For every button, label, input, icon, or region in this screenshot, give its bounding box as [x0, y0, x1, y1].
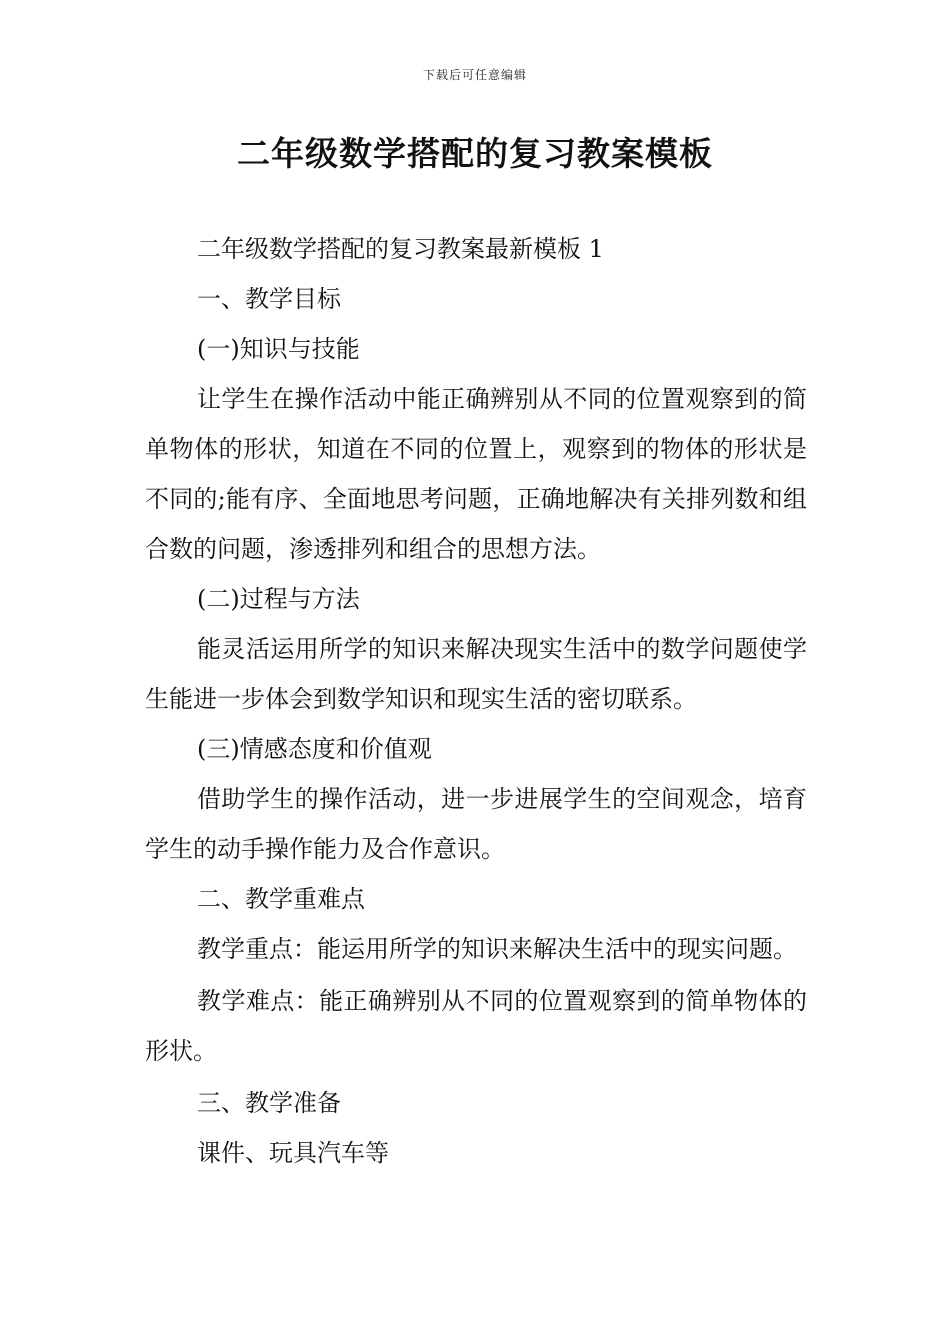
heading-teaching-goals: 一、教学目标: [197, 285, 341, 313]
heading-key-difficult-points: 二、教学重难点: [197, 885, 365, 913]
paragraph-subtitle: 二年级数学搭配的复习教案最新模板 1: [197, 235, 604, 263]
paragraph-teaching-preparation: 课件、玩具汽车等: [197, 1139, 389, 1167]
paragraph-knowledge-skills: 让学生在操作活动中能正确辨别从不同的位置观察到的简单物体的形状，知道在不同的位置上，观察到的物体的形状是不同的;能有序、全面地思考问题，正确地解决有关排列数和组合数的问题，渗透排列和组合的思想方法。: [145, 385, 807, 563]
document-body: [145, 224, 807, 1178]
paragraph-difficult-point: 教学难点：能正确辨别从不同的位置观察到的简单物体的形状。: [145, 987, 807, 1065]
paragraph-process-method: 能灵活运用所学的知识来解决现实生活中的数学问题使学生能进一步体会到数学知识和现实生活的密切联系。: [145, 635, 807, 713]
subheading-knowledge-skills: (一)知识与技能: [197, 335, 360, 363]
document-title: 二年级数学搭配的复习教案模板: [237, 134, 713, 173]
paragraph-emotion-values: 借助学生的操作活动，进一步进展学生的空间观念，培育学生的动手操作能力及合作意识。: [145, 785, 807, 863]
heading-teaching-preparation: 三、教学准备: [197, 1089, 341, 1117]
paragraph-key-point: 教学重点：能运用所学的知识来解决生活中的现实问题。: [197, 935, 797, 963]
header-note: 下载后可任意编辑: [422, 68, 527, 82]
subheading-process-method: (二)过程与方法: [197, 585, 360, 613]
subheading-emotion-values: (三)情感态度和价值观: [197, 735, 432, 763]
